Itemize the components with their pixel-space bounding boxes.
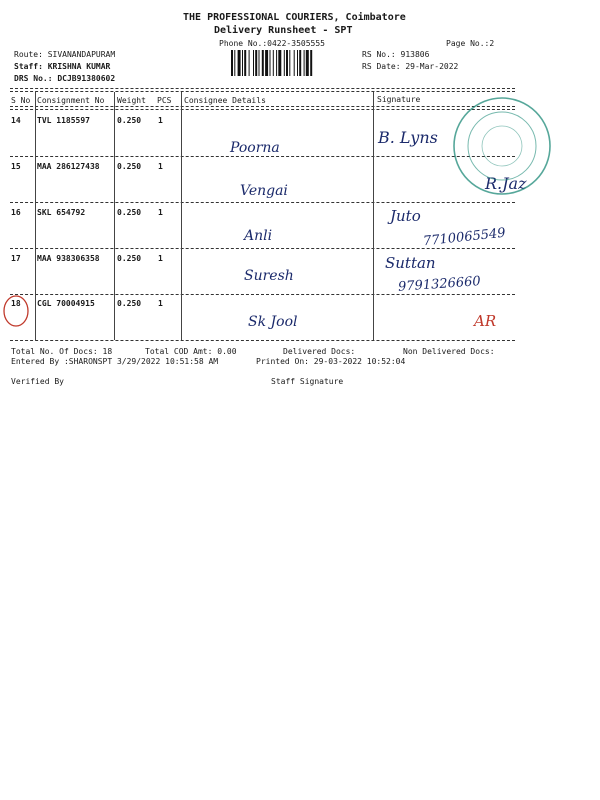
table-row-pcs: 1 <box>158 116 163 125</box>
table-row-weight: 0.250 <box>117 254 142 263</box>
signature-handwriting: Suttan <box>385 254 436 272</box>
consignee-handwriting: Suresh <box>244 268 294 284</box>
table-row-sno: 17 <box>11 254 21 263</box>
table-row-sno: 18 <box>11 299 21 308</box>
column-divider <box>373 92 374 340</box>
row-divider <box>10 156 515 157</box>
staff: Staff: KRISHNA KUMAR <box>14 62 111 71</box>
column-divider <box>35 92 36 340</box>
header-consignee: Consignee Details <box>184 96 266 105</box>
page-number: Page No.:2 <box>446 39 495 48</box>
phone-handwriting: 9791326660 <box>397 274 482 295</box>
header-signature: Signature <box>377 95 421 104</box>
table-row-pcs: 1 <box>158 208 163 217</box>
row-divider <box>10 294 515 295</box>
header-pcs: PCS <box>157 96 172 105</box>
consignee-handwriting: Anli <box>244 228 273 244</box>
table-row-weight: 0.250 <box>117 116 142 125</box>
delivered-docs: Delivered Docs: <box>283 347 356 356</box>
column-divider <box>114 92 115 340</box>
signature-handwriting: Juto <box>390 207 421 225</box>
drs-number: DRS No.: DCJB91380602 <box>14 74 116 83</box>
consignee-handwriting: Sk Jool <box>248 314 298 330</box>
barcode-image <box>231 50 337 76</box>
document-title: Delivery Runsheet - SPT <box>214 25 353 36</box>
row-divider <box>10 202 515 203</box>
verified-by: Verified By <box>11 377 64 386</box>
table-row-consignment: CGL 70004915 <box>37 299 95 308</box>
consignee-handwriting: Poorna <box>230 140 280 156</box>
table-row-sno: 15 <box>11 162 21 171</box>
consignee-handwriting: Vengai <box>240 183 288 199</box>
table-row-consignment: MAA 286127438 <box>37 162 100 171</box>
table-row-consignment: TVL 1185597 <box>37 116 90 125</box>
printed-on: Printed On: 29-03-2022 10:52:04 <box>256 357 406 366</box>
header-bottom-rule <box>10 106 515 107</box>
phone-handwriting: 7710065549 <box>422 225 507 250</box>
signature-handwriting: B. Lyns <box>378 128 438 147</box>
header-consignment: Consignment No <box>37 96 105 105</box>
non-delivered-docs: Non Delivered Docs: <box>403 347 495 356</box>
phone-number: Phone No.:0422-3505555 <box>219 39 325 48</box>
header-sno: S No <box>11 96 31 105</box>
table-row-weight: 0.250 <box>117 299 142 308</box>
table-row-pcs: 1 <box>158 162 163 171</box>
table-row-pcs: 1 <box>158 299 163 308</box>
table-bottom-rule <box>10 340 515 341</box>
rs-date: RS Date: 29-Mar-2022 <box>362 62 459 71</box>
table-row-weight: 0.250 <box>117 208 142 217</box>
rs-number: RS No.: 913806 <box>362 50 430 59</box>
table-row-consignment: SKL 654792 <box>37 208 86 217</box>
table-row-consignment: MAA 938306358 <box>37 254 100 263</box>
table-row-pcs: 1 <box>158 254 163 263</box>
table-row-weight: 0.250 <box>117 162 142 171</box>
table-row-sno: 16 <box>11 208 21 217</box>
column-divider <box>181 92 182 340</box>
staff-signature: Staff Signature <box>271 377 344 386</box>
company-stamp <box>448 92 556 200</box>
table-top-rule-2 <box>10 91 515 92</box>
route: Route: SIVANANDAPURAM <box>14 50 116 59</box>
header-bottom-rule-2 <box>10 109 515 110</box>
table-top-rule <box>10 88 515 89</box>
header-weight: Weight <box>117 96 146 105</box>
total-docs: Total No. Of Docs: 18 <box>11 347 113 356</box>
entered-by: Entered By :SHARONSPT 3/29/2022 10:51:58 AM <box>11 357 219 366</box>
total-cod: Total COD Amt: 0.00 <box>145 347 237 356</box>
signature-handwriting: R.Jaz <box>485 174 527 193</box>
signature-handwriting: AR <box>474 312 497 330</box>
table-row-sno: 14 <box>11 116 21 125</box>
company-name: THE PROFESSIONAL COURIERS, Coimbatore <box>183 12 406 23</box>
row-divider <box>10 248 515 249</box>
